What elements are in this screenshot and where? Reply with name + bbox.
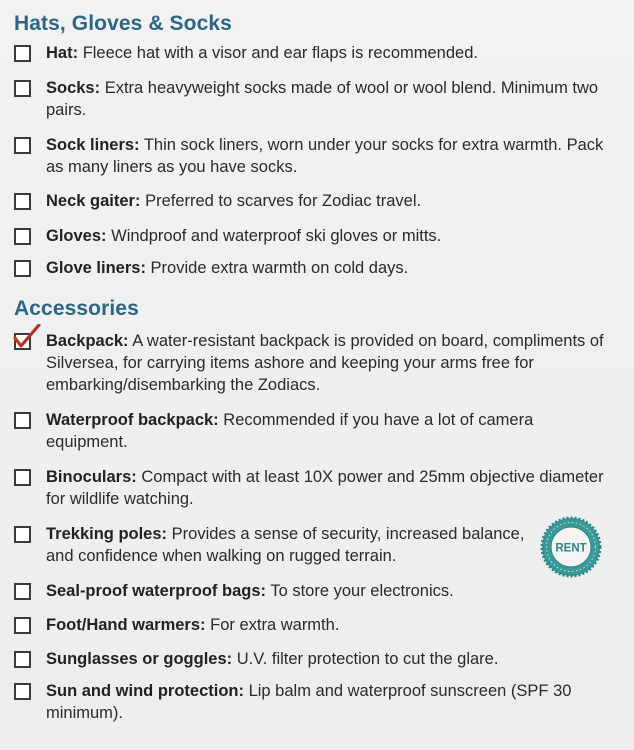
checkbox[interactable] bbox=[14, 683, 31, 700]
checkbox[interactable] bbox=[14, 45, 31, 62]
item-description: Compact with at least 10X power and 25mm objective diameter for wildlife watching. bbox=[46, 468, 604, 508]
item-label: Backpack: bbox=[46, 332, 129, 350]
item-description: To store your electronics. bbox=[270, 582, 454, 600]
item-text bbox=[46, 134, 606, 178]
item-label: Socks: bbox=[46, 79, 101, 97]
item-text bbox=[46, 257, 606, 279]
checkbox[interactable] bbox=[14, 193, 31, 210]
item-description: A water-resistant backpack is provided on board, compliments of Silversea, for carrying items ashore and keeping your arms free for embarking/disembarking the Zodiacs. bbox=[46, 332, 604, 394]
item-description: Windproof and waterproof ski gloves or mitts. bbox=[111, 227, 442, 245]
rent-badge-icon bbox=[540, 516, 602, 578]
item-description: Provides a sense of security, increased balance, and confidence when walking on rugged terrain. bbox=[46, 525, 525, 565]
checkbox[interactable] bbox=[14, 583, 31, 600]
checkbox[interactable] bbox=[14, 260, 31, 277]
item-text bbox=[46, 330, 606, 396]
item-text bbox=[46, 580, 606, 602]
item-label: Glove liners: bbox=[46, 259, 146, 277]
section-title-hats-gloves-socks: Hats, Gloves & Socks bbox=[14, 12, 232, 35]
rent-badge-label: RENT bbox=[555, 542, 587, 555]
item-text bbox=[46, 225, 606, 247]
item-description: Lip balm and waterproof sunscreen (SPF 30 minimum). bbox=[46, 682, 572, 722]
item-text bbox=[46, 680, 606, 724]
checkbox[interactable] bbox=[14, 228, 31, 245]
item-description: Fleece hat with a visor and ear flaps is recommended. bbox=[82, 44, 478, 62]
item-description: Thin sock liners, worn under your socks for extra warmth. Pack as many liners as you have socks. bbox=[46, 136, 604, 176]
item-text bbox=[46, 648, 606, 670]
item-label: Sunglasses or goggles: bbox=[46, 650, 233, 668]
item-description: U.V. filter protection to cut the glare. bbox=[236, 650, 499, 668]
item-text bbox=[46, 523, 546, 567]
section-title-accessories: Accessories bbox=[14, 297, 139, 320]
checkbox[interactable] bbox=[14, 617, 31, 634]
item-text bbox=[46, 42, 606, 64]
item-label: Binoculars: bbox=[46, 468, 137, 486]
checkbox[interactable] bbox=[14, 80, 31, 97]
item-label: Waterproof backpack: bbox=[46, 411, 219, 429]
checkmark-icon bbox=[12, 324, 42, 354]
item-description: Extra heavyweight socks made of wool or wool blend. Minimum two pairs. bbox=[46, 79, 599, 119]
item-text bbox=[46, 190, 606, 212]
checkbox[interactable] bbox=[14, 412, 31, 429]
item-text bbox=[46, 466, 606, 510]
item-description: Preferred to scarves for Zodiac travel. bbox=[145, 192, 422, 210]
item-description: Provide extra warmth on cold days. bbox=[150, 259, 409, 277]
item-label: Sun and wind protection: bbox=[46, 682, 244, 700]
checkbox[interactable] bbox=[14, 137, 31, 154]
item-description: For extra warmth. bbox=[210, 616, 340, 634]
checkbox[interactable] bbox=[14, 469, 31, 486]
item-label: Sock liners: bbox=[46, 136, 140, 154]
item-label: Neck gaiter: bbox=[46, 192, 141, 210]
item-label: Foot/Hand warmers: bbox=[46, 616, 206, 634]
item-text bbox=[46, 614, 606, 636]
checkbox[interactable] bbox=[14, 651, 31, 668]
item-label: Trekking poles: bbox=[46, 525, 168, 543]
item-label: Seal-proof waterproof bags: bbox=[46, 582, 267, 600]
item-description: Recommended if you have a lot of camera equipment. bbox=[46, 411, 534, 451]
item-label: Gloves: bbox=[46, 227, 107, 245]
item-label: Hat: bbox=[46, 44, 79, 62]
item-text bbox=[46, 77, 606, 121]
checkbox[interactable] bbox=[14, 526, 31, 543]
item-text bbox=[46, 409, 606, 453]
